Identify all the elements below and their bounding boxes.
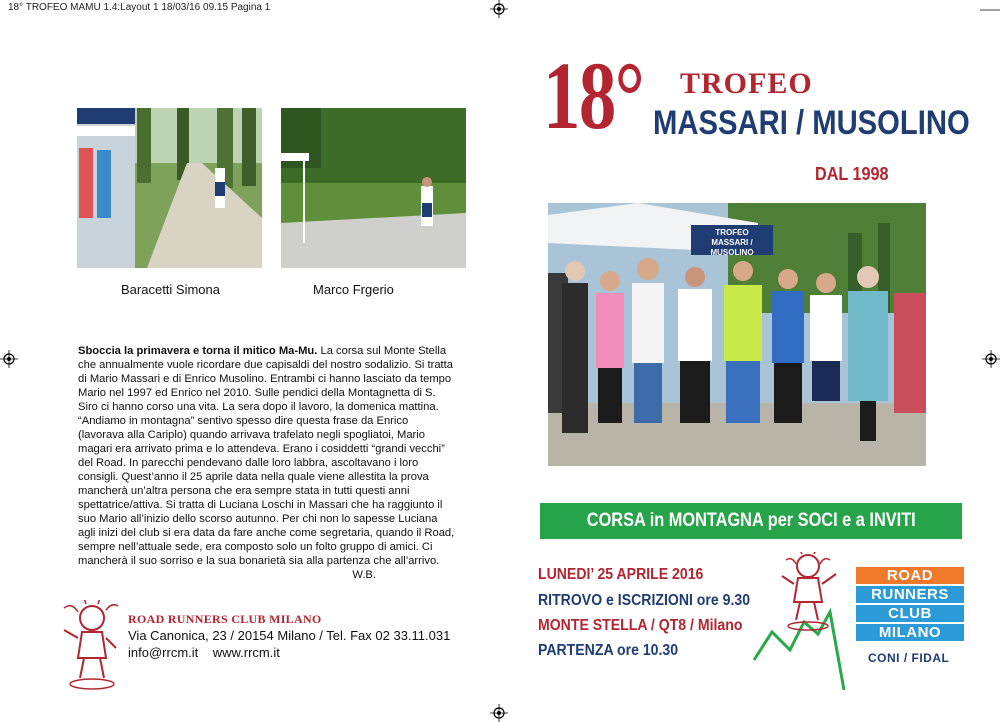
photo-caption-left: Baracetti Simona [121, 282, 220, 297]
photo-runner-marco [281, 108, 466, 268]
event-date: LUNEDI’ 25 APRILE 2016 [538, 566, 704, 583]
event-banner [540, 503, 962, 539]
registration-mark-icon [0, 350, 18, 368]
title-trofeo: TROFEO [680, 67, 813, 100]
event-location: MONTE STELLA / QT8 / Milano [538, 617, 743, 634]
registration-mark-icon [490, 0, 508, 18]
tent-sign-line: MASSARI / MUSOLINO [710, 238, 754, 257]
event-start: PARTENZA ore 10.30 [538, 642, 679, 659]
registration-mark-icon [982, 350, 1000, 368]
club-mascot-icon [54, 600, 124, 692]
photo-caption-right: Marco Frgerio [313, 282, 394, 297]
photo-runner-simona [77, 108, 262, 268]
logo-club: CLUB [856, 605, 964, 622]
article-lead: Sboccia la primavera e torna il mitico Ma-Mu. [78, 345, 318, 357]
article-text [78, 344, 456, 581]
article-body: La corsa sul Monte Stella che annualmente vuole ricordare due capisaldi del nostro sodalizio. Si tratta di Mario Massari e di Enrico Musolino. Entrambi ci hanno lasciato da tempo Mario nel 1997 ed Enrico nel 2010. Sulle pendici della Montagnetta di S. Siro ci hanno corso una vita. La sera dopo il lavoro, la domenica mattina. “Andiamo in montagna” sentivo spesso dire questa frase da Enrico (lavorava alla Cariplo) quando arrivava trafelato negli spogliatoi, Mario magari era arrivato prima e lo attendeva. Erano i cosiddetti “grandi vecchi” del Road. In parecchi pendevano dalle loro labbra, ascoltavano i loro consigli. Quest’anno il 25 aprile data nella quale viene allestita la prova mancherà un’altra persona che era sempre stata in tutti questi anni spettatrice/attiva. Si tratta di Luciana Loschi in Massari che ha raggiunto il suo Mario all’inizio dello scorso autunno. Per chi non lo sapesse Luciana agli inizi del club si era data da fare anche come segretaria, quando il Road, sempre nell’attuale sede, era composto solo un folto gruppo di amici. Ci mancherà il suo sorriso e la sua bonarietà sia alla partenza che all’arrivo. [78, 345, 455, 567]
tent-sign-line: TROFEO [715, 228, 749, 237]
mountain-runner-icon [752, 552, 852, 692]
logo-milano: MILANO [856, 624, 964, 641]
event-registration: RITROVO e ISCRIZIONI ore 9.30 [538, 592, 751, 609]
since-year: DAL 1998 [815, 164, 889, 184]
registration-mark-icon [490, 704, 508, 722]
event-banner-text: CORSA in MONTAGNA per SOCI e a INVITI [586, 510, 916, 531]
club-address: Via Canonica, 23 / 20154 Milano / Tel. Fax 02 33.11.031 [128, 628, 451, 643]
page-title: MASSARI / MUSOLINO [653, 104, 970, 142]
club-contacts: info@rrcm.it www.rrcm.it [128, 645, 280, 660]
group-photo [548, 203, 926, 466]
affiliation: CONI / FIDAL [868, 651, 950, 665]
edition-number: 18° [543, 42, 644, 149]
logo-runners: RUNNERS [856, 586, 964, 603]
crop-mark-icon [980, 0, 1000, 12]
article-signature: W.B. [352, 569, 376, 581]
club-name: ROAD RUNNERS CLUB MILANO [128, 612, 322, 626]
article [78, 344, 456, 582]
logo-road: ROAD [856, 567, 964, 584]
printer-header: 18° TROFEO MAMU 1.4:Layout 1 18/03/16 09.15 Pagina 1 [8, 2, 271, 13]
tent-sign [691, 225, 773, 255]
